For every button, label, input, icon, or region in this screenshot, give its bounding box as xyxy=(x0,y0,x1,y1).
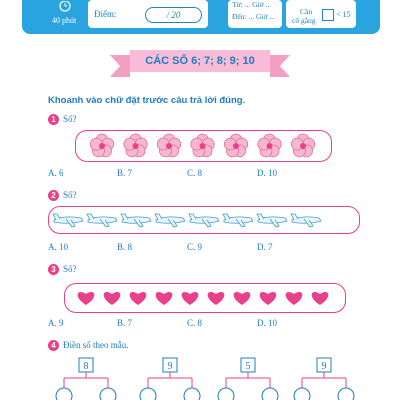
question-1-label: Số? xyxy=(63,114,77,124)
time-limit: 40 phút xyxy=(52,16,77,25)
tree-left-circle[interactable] xyxy=(218,388,234,400)
heart-row xyxy=(64,283,346,313)
ribbon-left-tail xyxy=(110,55,130,77)
q3-option-a[interactable]: A. 9 xyxy=(48,318,64,328)
q2-option-b[interactable]: B. 8 xyxy=(117,242,133,252)
try-checkbox[interactable] xyxy=(322,9,334,21)
tree-left-circle[interactable] xyxy=(56,388,72,400)
plane-icon xyxy=(291,214,321,227)
plane-row xyxy=(48,206,360,234)
q1-option-a[interactable]: A. 6 xyxy=(48,168,64,178)
heart-icon xyxy=(234,292,251,305)
question-4-number: 4 xyxy=(48,340,59,351)
question-3-number: 3 xyxy=(48,264,59,275)
q2-option-c[interactable]: C. 9 xyxy=(187,242,203,252)
tree-right-circle[interactable] xyxy=(338,388,354,400)
tree-right-circle[interactable] xyxy=(184,388,200,400)
number-tree xyxy=(140,358,200,400)
score-label: Điểm: xyxy=(94,9,117,19)
heart-icon xyxy=(208,292,225,305)
flower-icon xyxy=(124,134,147,157)
number-tree xyxy=(218,358,278,400)
flower-icon xyxy=(258,134,281,157)
clock-icon xyxy=(58,0,72,12)
plane-icon xyxy=(257,214,287,227)
heart-icon xyxy=(104,292,121,305)
score-field[interactable]: / 20 xyxy=(145,7,202,23)
try-label-1: Cần xyxy=(300,7,313,16)
plane-icon xyxy=(155,214,185,227)
tree-top-value: 9 xyxy=(321,361,327,372)
heart-icon xyxy=(78,292,95,305)
ribbon-right-tail xyxy=(270,55,290,77)
question-4-label: Điền số theo mẫu. xyxy=(63,340,129,350)
tree-left-circle[interactable] xyxy=(294,388,310,400)
question-1-number: 1 xyxy=(48,114,59,125)
flower-icon xyxy=(191,134,214,157)
try-threshold: < 15 xyxy=(336,10,351,19)
q1-option-c[interactable]: C. 8 xyxy=(187,168,203,178)
q2-option-d[interactable]: D. 7 xyxy=(257,242,273,252)
heart-icon xyxy=(312,292,329,305)
number-trees xyxy=(0,356,400,400)
heart-icon xyxy=(130,292,147,305)
flower-icon xyxy=(291,134,314,157)
question-2-label: Số? xyxy=(63,190,77,200)
tree-top-value: 5 xyxy=(245,361,251,372)
tree-left-circle[interactable] xyxy=(140,388,156,400)
q1-option-b[interactable]: B. 7 xyxy=(117,168,133,178)
plane-icon xyxy=(53,214,83,227)
q3-option-c[interactable]: C. 8 xyxy=(187,318,203,328)
q2-option-a[interactable]: A. 10 xyxy=(48,242,68,252)
page-title: CÁC SỐ 6; 7; 8; 9; 10 xyxy=(130,50,270,72)
plane-icon xyxy=(87,214,117,227)
try-label-2: cố gắng xyxy=(292,16,316,25)
plane-icon xyxy=(223,214,253,227)
question-3-label: Số? xyxy=(63,264,77,274)
from-time: Từ: ... Giờ ... xyxy=(232,0,272,9)
flower-icon xyxy=(224,134,247,157)
flower-row xyxy=(75,130,332,162)
tree-top-value: 8 xyxy=(83,361,89,372)
plane-icon xyxy=(189,214,219,227)
question-2-number: 2 xyxy=(48,190,59,201)
q3-option-d[interactable]: D. 10 xyxy=(257,318,277,328)
number-tree xyxy=(56,358,116,400)
q1-option-d[interactable]: D. 10 xyxy=(257,168,277,178)
heart-icon xyxy=(260,292,277,305)
tree-right-circle[interactable] xyxy=(100,388,116,400)
instruction: Khoanh vào chữ đặt trước câu trả lời đúng. xyxy=(48,95,246,106)
heart-icon xyxy=(156,292,173,305)
q3-option-b[interactable]: B. 7 xyxy=(117,318,133,328)
plane-icon xyxy=(121,214,151,227)
heart-icon xyxy=(182,292,199,305)
tree-right-circle[interactable] xyxy=(262,388,278,400)
heart-icon xyxy=(286,292,303,305)
to-time: Đến: ... Giờ ... xyxy=(232,12,275,21)
tree-top-value: 9 xyxy=(167,361,173,372)
number-tree xyxy=(294,358,354,400)
flower-icon xyxy=(90,134,113,157)
flower-icon xyxy=(157,134,180,157)
